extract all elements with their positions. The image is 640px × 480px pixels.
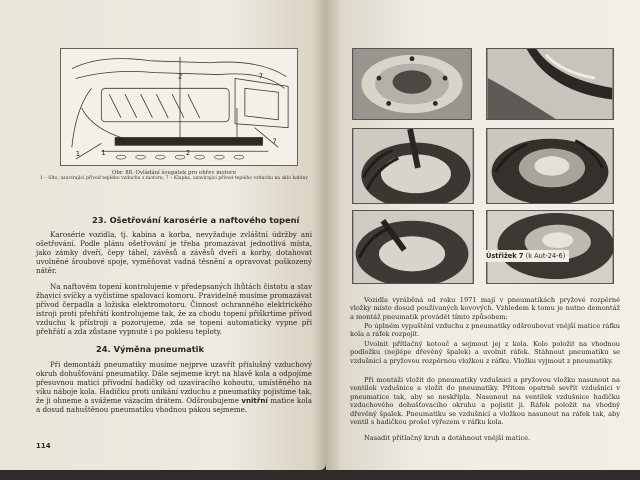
section-23-heading: 23. Ošetřování karosérie a naftového topení (92, 215, 300, 225)
photo-wheel-rim (352, 48, 472, 120)
callout-label: 7 (272, 137, 277, 146)
callout-label: 2 (178, 72, 183, 81)
section-24-heading: 24. Výměna pneumatik (96, 344, 205, 354)
right-paragraph-2: Po úplném vypuštění vzduchu z pneumatiky odšroubovat vnější matice ráfku kola a ráfek rozpojit. (350, 322, 620, 339)
photo-tag (482, 250, 569, 262)
callout-label: 1 (101, 149, 106, 158)
right-paragraph-1: Vozidla vyráběná od roku 1971 mají v pneumatikách pryžové rozpěrné vložky místo dosud používaných kovových. Vzhledem k tomu je nutno demontáž a montáž pneumatik provádět tímto způsobem: (350, 296, 620, 321)
photo-tire-mounted (486, 210, 614, 284)
figure-88-drawing (60, 48, 298, 166)
right-paragraph-4: Při montáži vložit do pneumatiky vzdušnici a pryžovou vložku nasunout na ventilek vzdušnice a vložit do pneumatiky. Přitom opatrně sevřít vzdušnici v pneumatice tak, aby se neskřípla. Nasunout na ventilek vzdušnice hadičku vzduchového dohušťovacího okruhu a pojistit ji. Ráfek položit na vhodný dřevěný špalek. Pneumatiku se vzdušnicí a vložkou nasunout na ráfek tak, aby ventil s hadičkou prošel výřezem v ráfku kola. (350, 376, 620, 427)
callout-label: 7 (258, 72, 264, 81)
photo-tire-inner-tube (352, 128, 474, 204)
figure-caption-title: Obr. 88. Ovládání šoupátek pro ohřev motoru (111, 170, 237, 176)
photo-tire-rim (486, 128, 614, 204)
section-23-paragraph-1: Karosérie vozidla, tj. kabina a korba, nevyžaduje zvláštní údržby ani ošetřování. Podle plánu ošetřování je třeba promazávat jednotlivá místa, jako zámky dveří, čepy táhel, závěsů a závěsů dveří a korby, dotahovat uvolněné šroubové spoje, vyměňovat vadná těsnění a opravovat poškozený nátěr. (36, 230, 312, 276)
callout-label: 2 (185, 149, 191, 158)
bold-word: vnitřní (241, 396, 268, 406)
right-paragraph-5: Nasadit přítlačný kruh a dotáhnout vnější matice. (364, 434, 531, 442)
photo-tire-separation (486, 48, 614, 120)
figure-caption (36, 170, 312, 182)
right-paragraph-3: Uvolnit přítlačný kotouč a sejmout jej z kola. Kolo položit na vhodnou podložku (nejlépe dřevěný špalek) a uvolnit ráfek. Stáhnout pneumatiku se vzdušnicí a pryžovou rozpěrnou vložkou z ráfku. Vložku vyjmout z pneumatiky. (350, 340, 620, 365)
callout-label: 1 (75, 150, 81, 159)
photo-tag-ref: (k Aut-24-6) (525, 252, 566, 260)
section-23-paragraph-2: Na naftovém topení kontrolujeme v předepsaných lhůtách čistotu a stav žhavicí svíčky a vyčistíme spalovací komoru. Pravidelně musíme promazávat přívod čerpadla a ložiska elektromotoru. Činnost ochranného elektrického istroji proti přehřátí kontrolujeme tak, že za chodu topení přiškrtíme přívod vzduchu k přístroji a pozorujeme, zda se topení automaticky vypne při přehřátí a zda zůstane vypnuté i po poklesu teploty. (36, 282, 312, 337)
photo-tire-valve (352, 210, 474, 284)
engine-heating-drawing (61, 49, 297, 165)
photo-tag-label: Ústřižek 7 (486, 252, 524, 260)
section-24-text-start: Při demontáži pneumatiky musíme nejprve uzavřít příslušný vzduchový okruh dohušťování pneumatiky. Dále sejmeme kryt na hlavě kola a odpojíme přesuvnou matici přívodní hadičky od uzavíracího kohoutu, umístěného na víku náboje kola. Hadičku proti unikání vzduchu z pneumatiky pojistíme tak, že ji ohneme a svážeme vázacím drátem. Odšroubujeme (36, 360, 312, 406)
figure-caption-text: 1 – Síto, uzavírající přívod teplého vzduchu z motoru, 7 – Klapka, uzavírající přívod teplého vzduchu na sklo kabiny (40, 176, 308, 181)
section-24-paragraph (36, 360, 312, 415)
page-number: 114 (36, 442, 51, 450)
section-24-text-end: matice kola a dosud nahuštěnou pneumatiku vhodnou pákou sejmeme. (36, 396, 312, 415)
